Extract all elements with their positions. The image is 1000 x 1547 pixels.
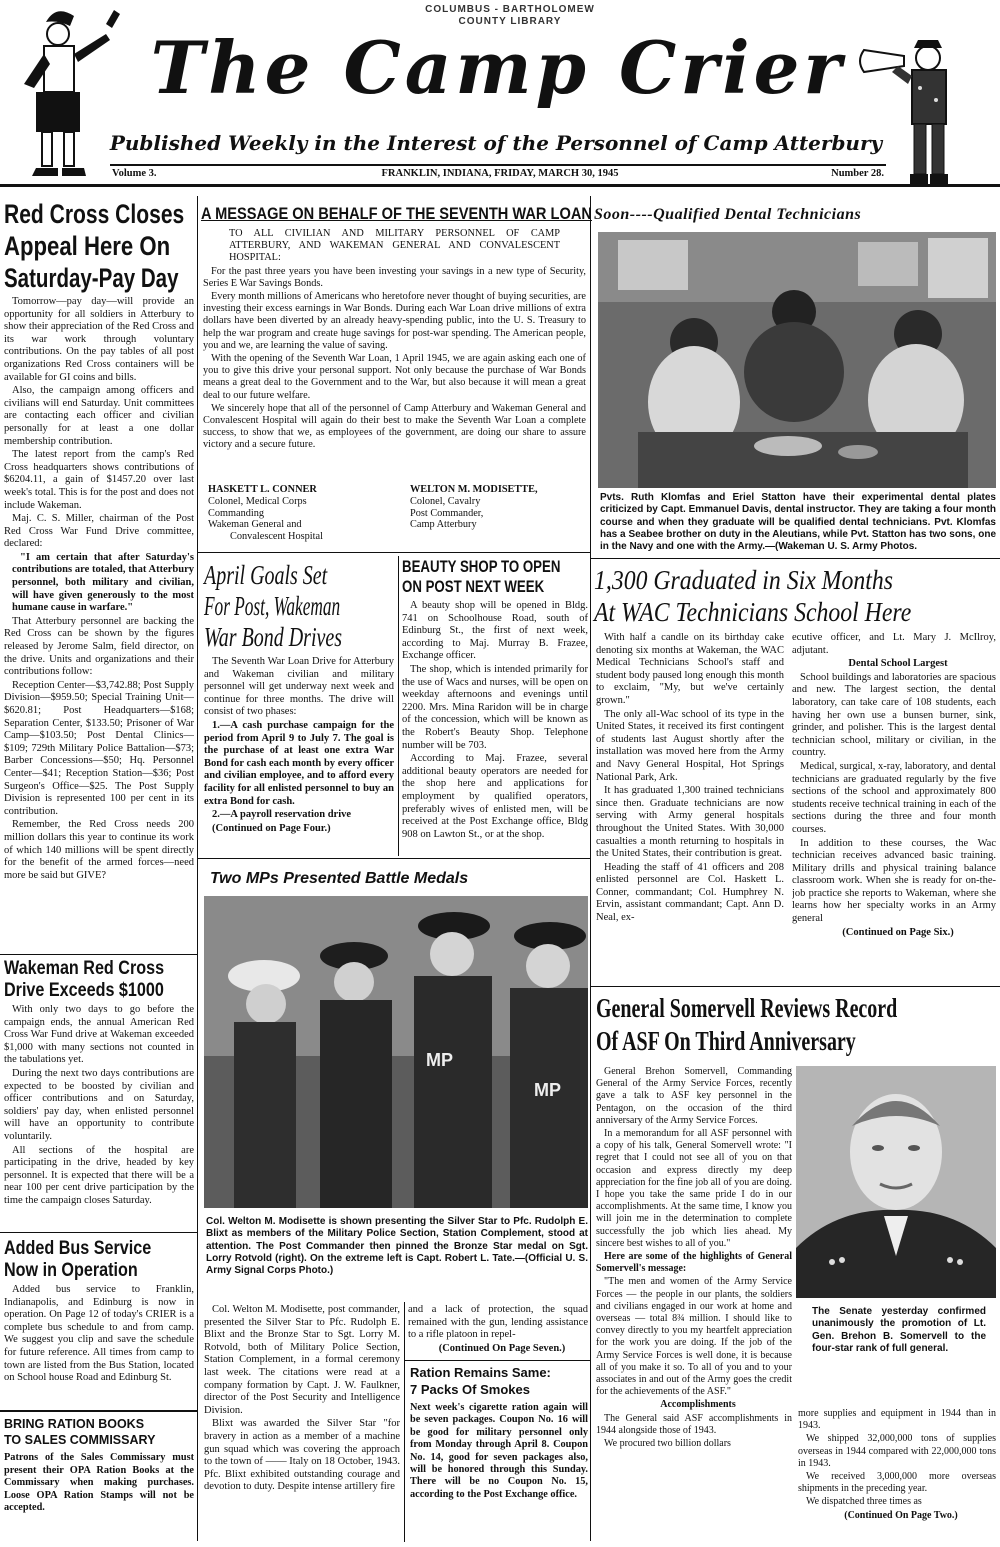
dental-photo-caption: Pvts. Ruth Klomfas and Eriel Statton have their experimental dental plates criticized by Capt. Emmanuel Davis, dental instructor. They are taking a four month course and when they graduate will be qualified dental technicians. Pvt. Klomfas has a Seabee brother on duty in the Aleutians, while Pvt. Statton has two sons, one in the Navy and one with the Army.—(Wakeman U. S. Army Photos. xyxy=(600,492,996,553)
wac-column-1 xyxy=(596,632,784,984)
beauty-headline xyxy=(402,557,588,597)
svg-text:MP: MP xyxy=(426,1050,453,1070)
somervell-portrait-photo xyxy=(796,1066,996,1298)
redcross-headline xyxy=(4,198,196,294)
wac-column-2 xyxy=(792,632,996,984)
signature-modisette xyxy=(410,484,586,531)
ration-headline-line2: 7 Packs Of Smokes xyxy=(410,1382,530,1397)
somervell-paragraph: We received 3,000,000 more overseas shipments in the preceding year. xyxy=(798,1471,996,1495)
somervell-paragraph: We procured two billion dollars xyxy=(604,1438,731,1450)
warloan-article xyxy=(203,228,586,484)
april-article-body xyxy=(204,656,394,854)
column-rule-1 xyxy=(197,196,198,1541)
redcross-article-body xyxy=(4,296,194,952)
column-rule-5 xyxy=(404,1302,405,1542)
somervell-paragraph: In a memorandum for all ASF personnel with a copy of his talk, General Somervell wrote: "I regret that I could not see all of you on that occasion and express directly my deep appreciation for the fine job all of you are doing. I hope you take the same pride I do in our accomplishments. At the same time, I know you will join me in the determination to complete successfully the job which lies ahead. My sincere best wishes to all of you." xyxy=(596,1128,792,1249)
april-headline-line1: April Goals Set xyxy=(204,560,328,590)
redcross-paragraph: Tomorrow—pay day—will provide an opportunity for all soldiers in Atterbury to show their appreciation of the Red Cross and its war work through voluntary contributions. On the pay tables of all post organizations Red Cross containers will be available for GI coins and bills. xyxy=(4,296,194,383)
rule-bus-bottom xyxy=(0,1410,197,1412)
somervell-headline xyxy=(596,992,1000,1058)
volume-label: Volume 3. xyxy=(112,168,157,179)
beauty-paragraph: According to Maj. Frazee, several additional beauty operators are needed for the shop here and applications for employment by qualified operators, preferably wives of enlisted men, will be received at the Post Exchange office, Bldg 908 on Lawton St., or at the shop. xyxy=(402,753,588,840)
rationbooks-body: Patrons of the Sales Commissary must present their OPA Ration Books at the Commissary when making purchases. Loose OPA Ration Stamps will not be accepted. xyxy=(4,1452,194,1514)
rule-warloan-bottom xyxy=(198,552,590,553)
signature-name: WELTON M. MODISETTE, xyxy=(410,484,538,495)
april-phase-1: 1.—A cash purchase campaign for the period from April 9 to July 7. The goal is the purchase of at least one extra War Bond for cash each month by every officer and civilian employee, and to afford every facility for all enlisted personnel to buy an extra Bond for cash. xyxy=(204,719,394,807)
wac-paragraph: School buildings and laboratories are spacious and new. The largest section, the dental laboratory, can take care of 108 students, each having her own use a bunsen burner, sink, grinder, and polisher. This is the largest dental technician school, military or civilian, in the country. xyxy=(792,671,996,759)
wac-paragraph: The only all-Wac school of its type in the United States, it received its first contingent of students last August shortly after the installation was moved here from the Army and Navy General Hospital, Hot Springs National Park, Ark. xyxy=(596,708,784,783)
wac-headline xyxy=(594,564,998,628)
rule-april-bottom xyxy=(198,858,590,859)
masthead-tagline: Published Weekly in the Interest of the Personnel of Camp Atterbury xyxy=(109,131,883,155)
wakeman-paragraph: With only two days to go before the campaign ends, the annual American Red Cross War Fund drive at Wakeman exceeded $1,000 with many sections not counted in the tabulations yet. xyxy=(4,1004,194,1066)
redcross-headline-line3: Saturday-Pay Day xyxy=(4,263,179,293)
ration-body: Next week's cigarette ration again will be seven packages. Coupon No. 16 will be good for military personnel only from Monday through April 8. Coupon No. 14, good for seven packages also, will be honored through this Sunday. There will be no Coupon No. 15, according to the Post Exchange office. xyxy=(410,1402,588,1500)
rationbooks-headline xyxy=(4,1416,196,1448)
rule-redcross-bottom xyxy=(0,954,197,955)
signature-line: Colonel, Medical Corps xyxy=(208,495,307,507)
wakeman-headline-line2: Drive Exceeds $1000 xyxy=(4,980,164,1001)
somervell-photo-caption: The Senate yesterday confirmed unanimously the promotion of Lt. Gen. Brehon B. Somervell to the four-star rank of full general. xyxy=(812,1306,986,1354)
somervell-paragraph: The General said ASF accomplishments in 1944 alongside those of 1943. xyxy=(596,1412,792,1436)
redcross-paragraph: Maj. C. S. Miller, chairman of the Post Red Cross War Fund Drive committee, declared: xyxy=(4,513,194,550)
warloan-headline: A MESSAGE ON BEHALF OF THE SEVENTH WAR LOAN xyxy=(201,204,592,223)
masthead-rule-top xyxy=(110,164,886,166)
wac-paragraph: Heading the staff of 41 officers and 208 enlisted personnel are Col. Haskett L. Conner, commandant; Col. Humphrey N. Ervin, assistant commandant; Capt. Ann D. Neal, ex- xyxy=(596,861,784,924)
rule-dental-bottom xyxy=(591,558,1000,559)
somervell-highlights: Here are some of the highlights of General Somervell's message: xyxy=(596,1251,792,1275)
signature-line: Commanding xyxy=(208,507,265,519)
wac-paragraph: ecutive officer, and Lt. Mary J. McIlroy, adjutant. xyxy=(792,632,996,656)
masthead-title: The Camp Crier xyxy=(150,25,846,110)
somervell-paragraph: more supplies and equipment in 1944 than in 1943. xyxy=(798,1408,996,1432)
somervell-headline-line1: General Somervell Reviews Record xyxy=(596,993,898,1023)
rule-ration-top xyxy=(405,1360,590,1361)
dateline: FRANKLIN, INDIANA, FRIDAY, MARCH 30, 1945 xyxy=(381,168,619,179)
april-headline-line3: War Bond Drives xyxy=(204,622,343,652)
signature-line: Colonel, Cavalry xyxy=(410,495,481,507)
column-rule-4 xyxy=(590,556,591,1541)
wac-paragraph: Medical, surgical, x-ray, laboratory, and dental technicians are graduated regularly by the five sections of the school and approximately 800 students receive technical training in each of the sections during the three and four month courses. xyxy=(792,760,996,835)
wakeman-article-body xyxy=(4,1004,194,1230)
redcross-paragraph: Also, the campaign among officers and civilians will end Saturday. Unit committees are contacting each officer and civilian personally for at least a one dollar membership contribution. xyxy=(4,385,194,447)
somervell-paragraph: We shipped 32,000,000 tons of supplies overseas in 1944 compared with 22,000,000 tons in 1943. xyxy=(798,1433,996,1469)
signature-line: Post Commander, xyxy=(410,507,484,519)
somervell-column-1 xyxy=(596,1066,792,1542)
wac-paragraph: With half a candle on its birthday cake denoting six months at Wakeman, the WAC Medical Technicians School's staff and student body paused long enough this month to exclaim, "My, but we've certainly grown." xyxy=(596,632,784,706)
wakeman-paragraph: During the next two days contributions are expected to be boosted by civilian and officer contributions and on Saturday, soldiers' pay day, when enlisted personnel will have an opportunity to contribute voluntarily. xyxy=(4,1067,194,1142)
redcross-contributions: Reception Center—$3,742.88; Post Supply Division—$959.50; Special Training Unit—$620.81; Post Headquarters—$168; Separation Center, $133.50; Prisoner of War Camp—$103.50; Post Dental Clinics—$109; 729th Military Police Battalion—$73; Barber Concessions—$50; Hq. Personnel Center—$41; Reception Station—$36; Post Surgeon's Office—$25. The Post Supply Division is represented 100 per cent in its contribution. xyxy=(4,679,194,817)
somervell-paragraph: General Brehon Somervell, Commanding General of the Army Service Forces, recently gave a talk to ASF key personnel in the Pentagon, on the occasion of the third anniversary of the Army Service Forces. xyxy=(596,1066,792,1126)
mps-paragraph: Blixt was awarded the Silver Star "for bravery in action as a member of a machine gun squad which was covering the approach to the town of —— Italy on 18 October, 1943. Pfc. Blixt exhibited outstanding courage and devotion to duty. Despite intense artillery fire xyxy=(204,1418,400,1493)
somervell-subhead: Accomplishments xyxy=(660,1399,736,1411)
issue-number: Number 28. xyxy=(831,168,884,179)
bus-paragraph: Added bus service to Franklin, Indianapolis, and Edinburg is now in operation. On Page 12 of today's CRIER is a complete bus schedule to and from camp. We suggest you clip and save the schedule for future reference. All times from camp to town are listed from the Bus Station, located on School house Road and Edinburg St. xyxy=(4,1284,194,1384)
beauty-headline-line2: ON POST NEXT WEEK xyxy=(402,577,545,596)
redcross-quote: "I am certain that after Saturday's contributions are totaled, that Atterbury personnel, both military and civilian, will have given generously to the most humane cause in warfare." xyxy=(12,551,194,614)
beauty-paragraph: The shop, which is intended primarily for the use of Wacs and nurses, will be open on weekday afternoons and evenings until 2200. Mrs. Mina Raridon will be in charge of the concession, which will be known as the Robert's Beauty Shop. Telephone number will be 703. xyxy=(402,663,588,751)
mps-continued: (Continued On Page Seven.) xyxy=(438,1342,566,1354)
april-paragraph: The Seventh War Loan Drive for Atterbury and Wakeman civilian and military personnel will get underway next week and continue for three months. The drive will consist of two phases: xyxy=(204,656,394,718)
wakeman-headline-line1: Wakeman Red Cross xyxy=(4,958,165,979)
somervell-column-2 xyxy=(798,1408,996,1542)
signature-conner xyxy=(208,484,398,543)
redcross-headline-line2: Appeal Here On xyxy=(4,231,171,261)
wakeman-headline xyxy=(4,958,196,1002)
svg-text:MP: MP xyxy=(534,1080,561,1100)
mps-photo-caption: Col. Welton M. Modisette is shown presenting the Silver Star to Pfc. Rudolph E. Blixt as members of the Military Police Section, Station Complement, stood at attention. The Post Commander then pinned the Bronze Star medal on Sgt. Lorry Rotvold (right). On the extreme left is Capt. Robert L. Tate.—(Official U. S. Army Signal Corps Photo.) xyxy=(206,1216,588,1277)
rule-wac-bottom xyxy=(591,986,1000,987)
warloan-salutation: TO ALL CIVILIAN AND MILITARY PERSONNEL OF CAMP ATTERBURY, AND WAKEMAN GENERAL AND CONVALESCENT HOSPITAL: xyxy=(229,228,560,264)
signature-line: Convalescent Hospital xyxy=(230,531,323,543)
ration-headline xyxy=(410,1364,588,1398)
warloan-paragraph: With the opening of the Seventh War Loan, 1 April 1945, we are again asking each one of you to give this drive your personal support. Not only because the purchase of War Bonds means a great deal to the Government and to the War, but also because it will mean a great deal to our future welfare. xyxy=(203,353,586,401)
mps-column-2 xyxy=(408,1304,588,1358)
rule-wakeman-bottom xyxy=(0,1232,197,1233)
bus-headline xyxy=(4,1238,196,1282)
bus-headline-line2: Now in Operation xyxy=(4,1260,138,1281)
wac-subhead: Dental School Largest xyxy=(848,658,948,670)
redcross-paragraph: The latest report from the camp's Red Cross headquarters shows contributions of $6204.11, a gain of $1457.20 over last week's total. This is for the post and does not include Wakeman. xyxy=(4,449,194,511)
warloan-paragraph: For the past three years you have been investing your savings in a new type of Security, Series E War Savings Bonds. xyxy=(203,265,586,289)
mps-medal-ceremony-photo xyxy=(204,896,588,1208)
april-continued: (Continued on Page Four.) xyxy=(212,822,331,834)
beauty-headline-line1: BEAUTY SHOP TO OPEN xyxy=(402,557,561,576)
mps-paragraph: Col. Welton M. Modisette, post commander, presented the Silver Star to Pfc. Rudolph E. Blixt and the Bronze Star to Sgt. Lorry M. Rotvold, both of Military Police Section, Station Complement, in a formal ceremony last week. The citations were read at a company formation by Capt. J. W. Faulkner, director of the Post Security and Intelligence Division. xyxy=(204,1304,400,1416)
april-phase-2: 2.—A payroll reservation drive xyxy=(212,809,352,821)
signature-line: Camp Atterbury xyxy=(410,519,477,531)
wakeman-paragraph: All sections of the hospital are participating in the drive, headed by key personnel. It is expected that there will be a near 100 per cent drive participation by the time the campaign closes Saturday. xyxy=(4,1144,194,1206)
town-crier-illustration-left xyxy=(6,2,124,192)
somervell-continued: (Continued On Page Two.) xyxy=(844,1509,958,1521)
somervell-paragraph: We dispatched three times as xyxy=(806,1496,922,1508)
masthead-rule-bottom xyxy=(0,184,1000,187)
signature-line: Wakeman General and xyxy=(208,519,302,531)
april-headline xyxy=(204,560,396,653)
wac-paragraph: In addition to these courses, the Wac technician receives advanced basic training. Military drills and physical training balance classroom work. When she is ready for on-the-job practice she reports to Wakeman, where she learns how her specialty works in an Army general xyxy=(792,837,996,925)
wac-headline-line2: At WAC Technicians School Here xyxy=(594,597,912,627)
dental-technicians-photo xyxy=(598,232,996,488)
april-headline-line2: For Post, Wakeman xyxy=(204,591,341,621)
beauty-article-body xyxy=(402,600,588,854)
wac-headline-line1: 1,300 Graduated in Six Months xyxy=(594,565,893,595)
mps-headline: Two MPs Presented Battle Medals xyxy=(210,870,469,887)
mps-paragraph: and a lack of protection, the squad remained with the gun, lending assistance to a rifle platoon in repel- xyxy=(408,1304,588,1341)
column-rule-2 xyxy=(590,196,591,556)
bus-article-body xyxy=(4,1284,194,1408)
stamp-line-1: COLUMBUS - BARTHOLOMEW xyxy=(425,4,595,15)
rationbooks-headline-line1: BRING RATION BOOKS xyxy=(4,1417,145,1431)
column-rule-3 xyxy=(398,556,399,856)
dental-headline: Soon----Qualified Dental Technicians xyxy=(594,206,862,223)
somervell-paragraph: "The men and women of the Army Service Forces — the people in our plants, the soldiers and civilians engaged in our work at home and overseas — total 8¾ million. I should like to convey directly to you my heartfelt appreciation for the work you are doing. If the job of the Army Service Forces is well done, it is because all of you make it so. To all of you and to your associates in and out of the Army goes the credit for the achievements of the ASF." xyxy=(596,1276,792,1398)
signature-name: HASKETT L. CONNER xyxy=(208,484,317,495)
beauty-paragraph: A beauty shop will be opened in Bldg. 741 on Schoolhouse Road, south of Edinburg St., the first of next week, according to Maj. Murray B. Frazee, Exchange officer. xyxy=(402,600,588,662)
bus-headline-line1: Added Bus Service xyxy=(4,1238,152,1259)
wac-paragraph: It has graduated 1,300 trained technicians since then. Graduate technicians are now serving with Army general hospitals throughout the United States. With 30,000 casualties a month returning to hospitals in the United States, their contribution is great. xyxy=(596,785,784,860)
warloan-paragraph: We sincerely hope that all of the personnel of Camp Atterbury and Wakeman General and Convalescent Hospital will again do their best to make the Seventh War Loan a complete success, to show that we, as employees of the government, are doing our share to assure victory and a secure future. xyxy=(203,402,586,451)
warloan-paragraph: Every month millions of Americans who heretofore never thought of buying securities, are investing their excess earnings in War Bonds. During each War Loan drive millions of extra dollars have been diverted by an already heavy-spending public, into the U. S. Treasury to help the war program and create huge savings for post-war spending. The American people, you and we, are learning the value of saving. xyxy=(203,291,586,351)
rationbooks-headline-line2: TO SALES COMMISSARY xyxy=(4,1433,156,1447)
ration-headline-line1: Ration Remains Same: xyxy=(410,1365,551,1380)
mps-column-1 xyxy=(204,1304,400,1542)
wac-continued: (Continued on Page Six.) xyxy=(842,926,954,938)
redcross-paragraph: Remember, the Red Cross needs 200 million dollars this year to continue its work of which 140 millions will be spent directly for the benefit of the armed forces—need more be said but GIVE? xyxy=(4,819,194,881)
redcross-headline-line1: Red Cross Closes xyxy=(4,199,185,229)
redcross-paragraph: That Atterbury personnel are backing the Red Cross can be shown by the figures released by Jerome Salm, field director, on the drive. Units and organizations and their contributions follow: xyxy=(4,615,194,678)
stamp-line-2: COUNTY LIBRARY xyxy=(458,16,562,27)
somervell-headline-line2: Of ASF On Third Anniversary xyxy=(596,1026,856,1056)
